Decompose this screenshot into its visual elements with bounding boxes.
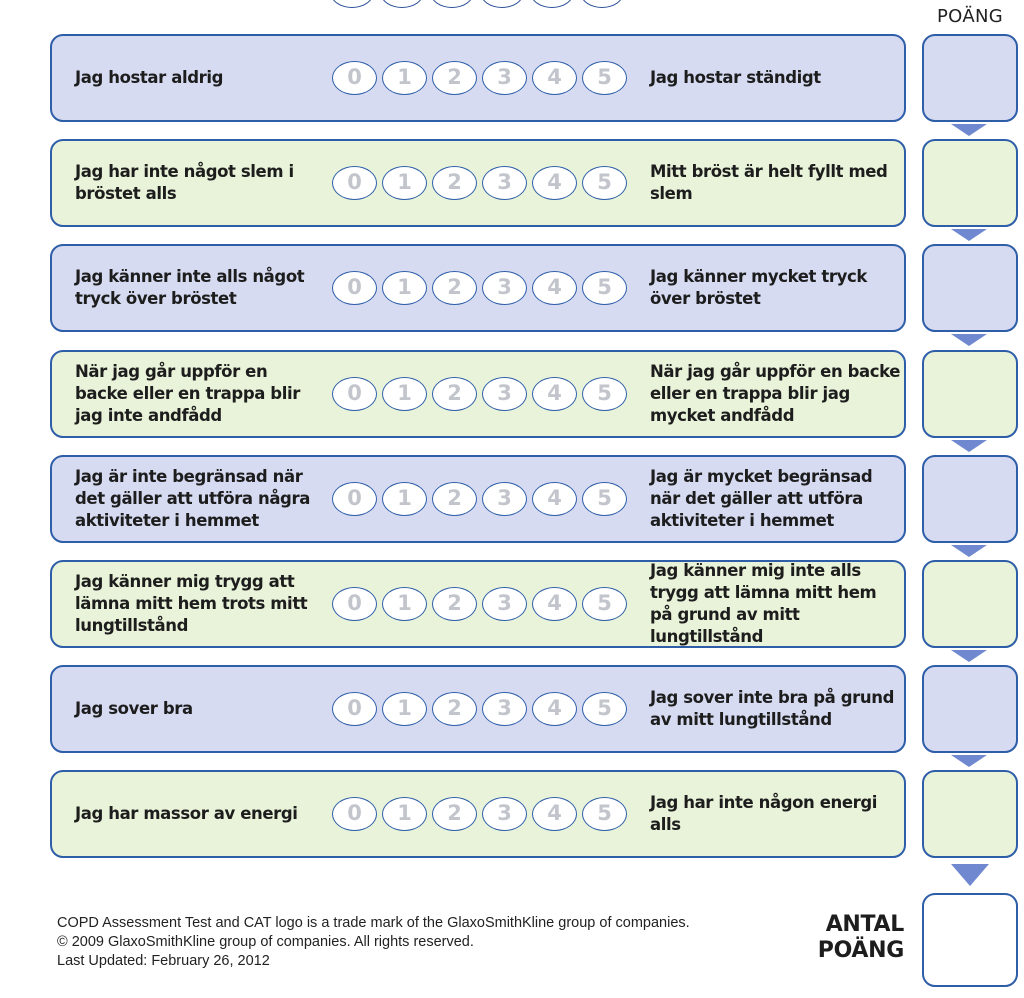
down-arrow-icon xyxy=(951,545,987,557)
right-statement: Mitt bröst är helt fyllt med slem xyxy=(650,162,888,203)
scale-option-5[interactable]: 5 xyxy=(582,61,627,95)
scale-option-2[interactable]: 2 xyxy=(432,797,477,831)
scale-option-3[interactable]: 3 xyxy=(482,61,527,95)
scale-option-4[interactable]: 4 xyxy=(532,692,577,726)
example-scale-circle xyxy=(380,0,424,8)
question-row-7 xyxy=(50,665,906,753)
scale-option-5[interactable]: 5 xyxy=(582,482,627,516)
score-box-2[interactable] xyxy=(922,139,1018,227)
scale-option-1[interactable]: 1 xyxy=(382,692,427,726)
scale-option-1[interactable]: 1 xyxy=(382,587,427,621)
scale-option-2[interactable]: 2 xyxy=(432,692,477,726)
down-arrow-icon xyxy=(951,440,987,452)
scale-option-5[interactable]: 5 xyxy=(582,587,627,621)
left-statement: Jag känner mig trygg att lämna mitt hem trots mitt lungtillstånd xyxy=(75,572,308,635)
scale-option-2[interactable]: 2 xyxy=(432,166,477,200)
down-arrow-icon xyxy=(951,650,987,662)
scale-option-3[interactable]: 3 xyxy=(482,166,527,200)
total-label-line2: POÄNG xyxy=(817,938,904,963)
scale-option-4[interactable]: 4 xyxy=(532,482,577,516)
score-box-1[interactable] xyxy=(922,34,1018,122)
rating-scale xyxy=(332,692,632,726)
left-statement: Jag har inte något slem i bröstet alls xyxy=(75,162,294,203)
example-scale-circle xyxy=(580,0,624,8)
total-score-label xyxy=(780,912,904,964)
question-row-4 xyxy=(50,350,906,438)
score-box-8[interactable] xyxy=(922,770,1018,858)
scale-option-0[interactable]: 0 xyxy=(332,166,377,200)
scale-option-0[interactable]: 0 xyxy=(332,797,377,831)
down-arrow-icon xyxy=(951,334,987,346)
right-statement: Jag känner mig inte alls trygg att lämna mitt hem på grund av mitt lungtillstånd xyxy=(650,561,877,646)
scale-option-3[interactable]: 3 xyxy=(482,482,527,516)
left-statement: Jag har massor av energi xyxy=(75,804,298,823)
footer-copyright: © 2009 GlaxoSmithKline group of companies. All rights reserved. xyxy=(57,934,474,950)
down-arrow-icon xyxy=(951,124,987,136)
left-statement: Jag hostar aldrig xyxy=(75,68,224,87)
scale-option-2[interactable]: 2 xyxy=(432,271,477,305)
down-arrow-icon xyxy=(951,229,987,241)
scale-option-0[interactable]: 0 xyxy=(332,692,377,726)
question-row-8 xyxy=(50,770,906,858)
scale-option-5[interactable]: 5 xyxy=(582,692,627,726)
scale-option-3[interactable]: 3 xyxy=(482,692,527,726)
score-box-4[interactable] xyxy=(922,350,1018,438)
question-row-2 xyxy=(50,139,906,227)
total-score-box[interactable] xyxy=(922,893,1018,987)
scale-option-0[interactable]: 0 xyxy=(332,377,377,411)
scale-option-1[interactable]: 1 xyxy=(382,482,427,516)
right-statement: Jag hostar ständigt xyxy=(650,68,821,87)
arrow-to-total-icon xyxy=(951,864,989,886)
score-column-title: POÄNG xyxy=(937,6,1003,27)
left-statement: Jag sover bra xyxy=(75,699,193,718)
scale-option-0[interactable]: 0 xyxy=(332,587,377,621)
right-statement: Jag känner mycket tryck över bröstet xyxy=(650,267,867,308)
scale-option-4[interactable]: 4 xyxy=(532,797,577,831)
example-scale-circle xyxy=(530,0,574,8)
right-statement: Jag har inte någon energi alls xyxy=(650,793,878,834)
scale-option-5[interactable]: 5 xyxy=(582,166,627,200)
rating-scale xyxy=(332,377,632,411)
question-row-6 xyxy=(50,560,906,648)
question-row-3 xyxy=(50,244,906,332)
scale-option-0[interactable]: 0 xyxy=(332,271,377,305)
scale-option-0[interactable]: 0 xyxy=(332,61,377,95)
scale-option-5[interactable]: 5 xyxy=(582,271,627,305)
scale-option-1[interactable]: 1 xyxy=(382,797,427,831)
left-statement: När jag går uppför en backe eller en trappa blir jag inte andfådd xyxy=(75,362,300,425)
question-row-5 xyxy=(50,455,906,543)
scale-option-4[interactable]: 4 xyxy=(532,587,577,621)
rating-scale xyxy=(332,271,632,305)
down-arrow-icon xyxy=(951,755,987,767)
scale-option-5[interactable]: 5 xyxy=(582,797,627,831)
example-scale-circle xyxy=(330,0,374,8)
rating-scale xyxy=(332,587,632,621)
scale-option-4[interactable]: 4 xyxy=(532,271,577,305)
rating-scale xyxy=(332,166,632,200)
scale-option-2[interactable]: 2 xyxy=(432,377,477,411)
rating-scale xyxy=(332,61,632,95)
scale-option-1[interactable]: 1 xyxy=(382,61,427,95)
scale-option-3[interactable]: 3 xyxy=(482,797,527,831)
score-box-3[interactable] xyxy=(922,244,1018,332)
question-row-1 xyxy=(50,34,906,122)
scale-option-1[interactable]: 1 xyxy=(382,377,427,411)
left-statement: Jag känner inte alls något tryck över bröstet xyxy=(75,267,305,308)
scale-option-4[interactable]: 4 xyxy=(532,377,577,411)
example-scale-circle xyxy=(480,0,524,8)
footer-last-updated: Last Updated: February 26, 2012 xyxy=(57,953,270,969)
scale-option-1[interactable]: 1 xyxy=(382,166,427,200)
scale-option-2[interactable]: 2 xyxy=(432,587,477,621)
scale-option-5[interactable]: 5 xyxy=(582,377,627,411)
right-statement: Jag är mycket begränsad när det gäller att utföra aktiviteter i hemmet xyxy=(650,467,873,530)
scale-option-1[interactable]: 1 xyxy=(382,271,427,305)
score-box-7[interactable] xyxy=(922,665,1018,753)
right-statement: Jag sover inte bra på grund av mitt lungtillstånd xyxy=(650,688,895,729)
scale-option-3[interactable]: 3 xyxy=(482,587,527,621)
scale-option-4[interactable]: 4 xyxy=(532,61,577,95)
footer-trademark: COPD Assessment Test and CAT logo is a trade mark of the GlaxoSmithKline group of companies. xyxy=(57,915,690,931)
example-scale-circle xyxy=(430,0,474,8)
right-statement: När jag går uppför en backe eller en trappa blir jag mycket andfådd xyxy=(650,362,901,425)
scale-option-2[interactable]: 2 xyxy=(432,482,477,516)
scale-option-3[interactable]: 3 xyxy=(482,377,527,411)
example-row-fragment xyxy=(0,0,1024,10)
scale-option-2[interactable]: 2 xyxy=(432,61,477,95)
footer-notice xyxy=(57,914,690,971)
score-box-5[interactable] xyxy=(922,455,1018,543)
scale-option-3[interactable]: 3 xyxy=(482,271,527,305)
rating-scale xyxy=(332,797,632,831)
score-box-6[interactable] xyxy=(922,560,1018,648)
total-label-line1: ANTAL xyxy=(825,912,904,937)
scale-option-0[interactable]: 0 xyxy=(332,482,377,516)
left-statement: Jag är inte begränsad när det gäller att utföra några aktiviteter i hemmet xyxy=(75,467,310,530)
scale-option-4[interactable]: 4 xyxy=(532,166,577,200)
rating-scale xyxy=(332,482,632,516)
